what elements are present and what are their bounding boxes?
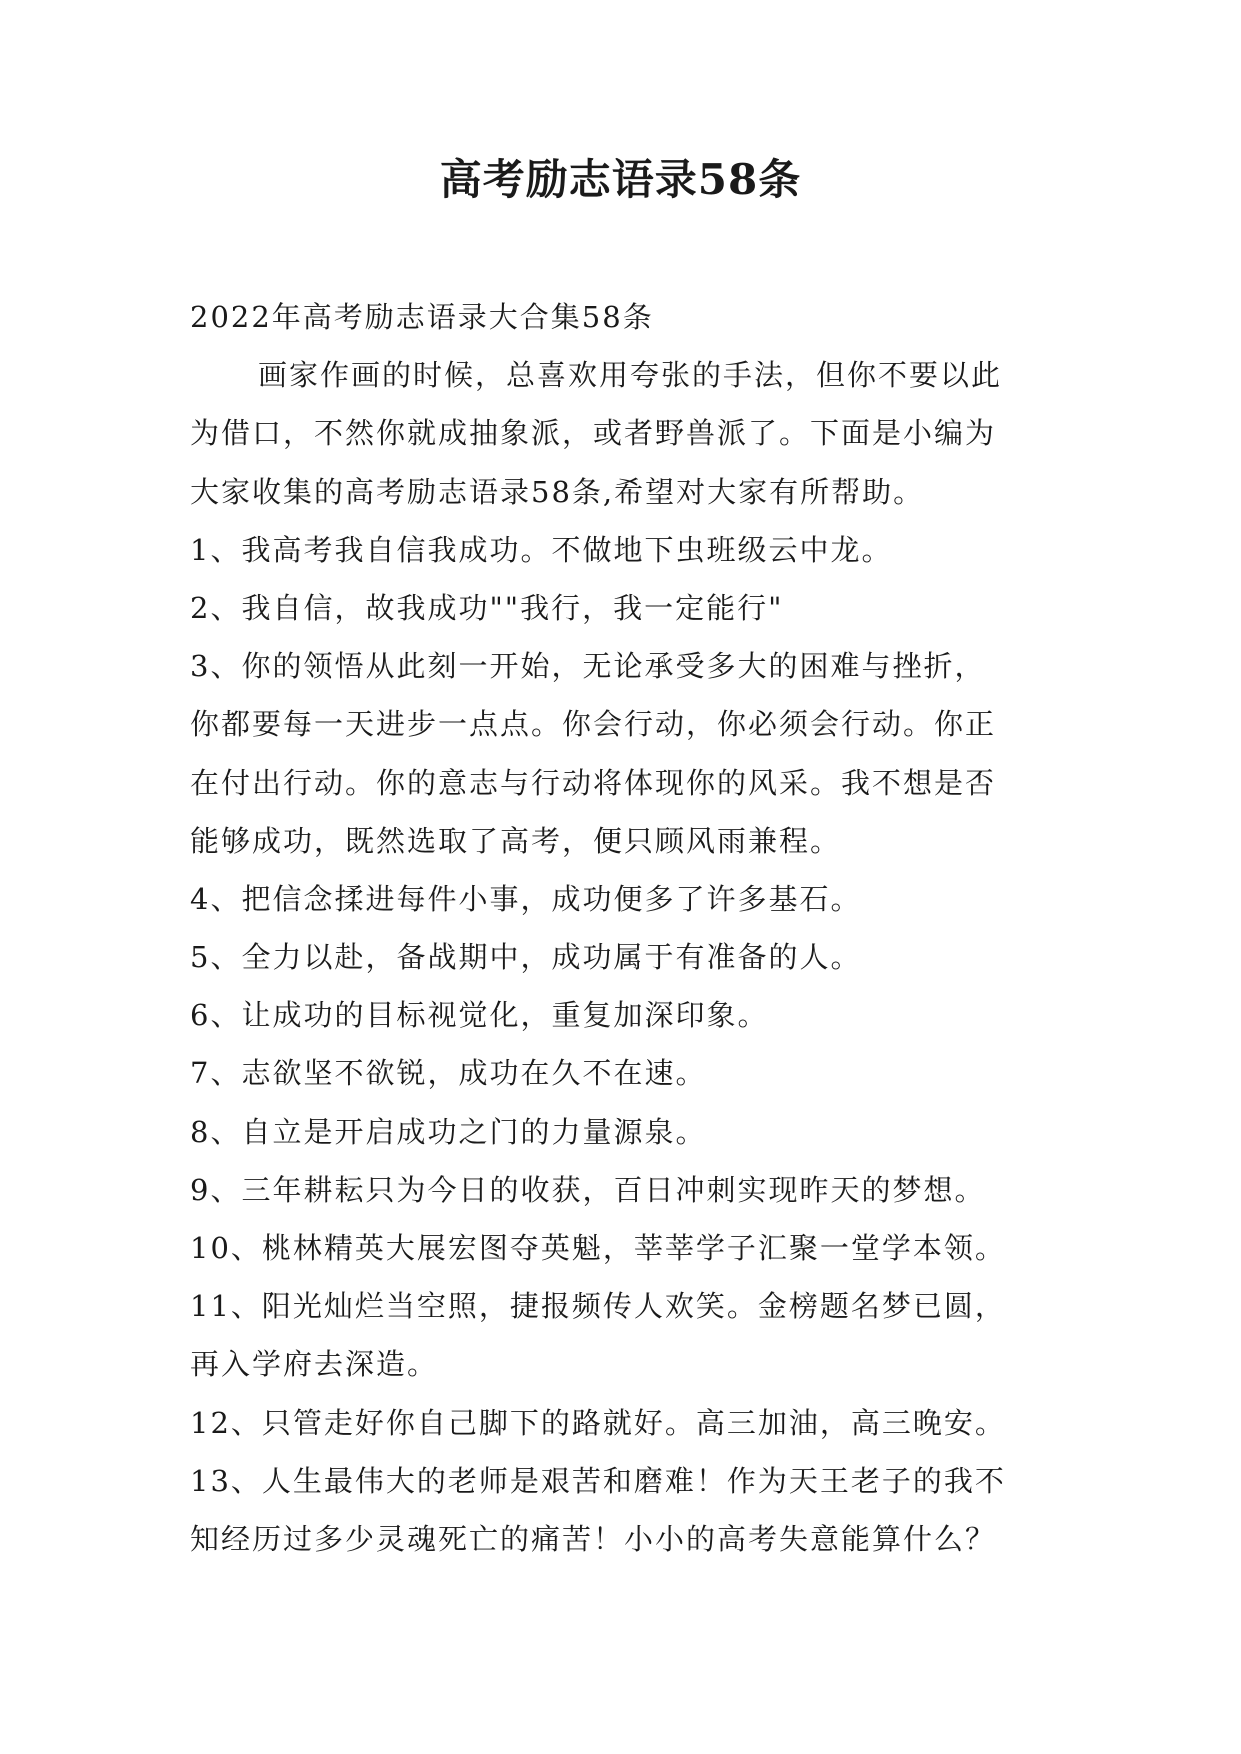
quote-line: 知经历过多少灵魂死亡的痛苦！小小的高考失意能算什么？ <box>190 1521 997 1556</box>
quote-line: 你都要每一天进步一点点。你会行动，你必须会行动。你正 <box>190 707 997 742</box>
quote-line: 5、全力以赴，备战期中，成功属于有准备的人。 <box>190 940 862 975</box>
quote-line: 7、志欲坚不欲锐，成功在久不在速。 <box>190 1056 707 1091</box>
quote-line: 11、阳光灿烂当空照，捷报频传人欢笑。金榜题名梦已圆， <box>190 1289 1006 1324</box>
quote-line: 9、三年耕耘只为今日的收获，百日冲刺实现昨天的梦想。 <box>190 1172 986 1207</box>
quote-line: 12、只管走好你自己脚下的路就好。高三加油，高三晚安。 <box>190 1405 1006 1440</box>
subtitle-line: 2022年高考励志语录大合集58条 <box>190 300 654 334</box>
intro-line: 为借口，不然你就成抽象派，或者野兽派了。下面是小编为 <box>190 416 997 451</box>
quote-line: 能够成功，既然选取了高考，便只顾风雨兼程。 <box>190 823 842 858</box>
document-body <box>190 288 1070 1568</box>
quote-line: 6、让成功的目标视觉化，重复加深印象。 <box>190 998 769 1033</box>
quote-line: 4、把信念揉进每件小事，成功便多了许多基石。 <box>190 881 862 916</box>
quote-line: 13、人生最伟大的老师是艰苦和磨难！作为天王老子的我不 <box>190 1463 1006 1498</box>
intro-line: 大家收集的高考励志语录58条,希望对大家有所帮助。 <box>190 474 925 509</box>
quote-line: 8、自立是开启成功之门的力量源泉。 <box>190 1114 707 1149</box>
page-title: 高考励志语录58条 <box>439 155 802 204</box>
quote-line: 10、桃林精英大展宏图夺英魁，莘莘学子汇聚一堂学本领。 <box>190 1231 1006 1265</box>
quote-line: 3、你的领悟从此刻一开始，无论承受多大的困难与挫折， <box>190 649 986 684</box>
intro-line: 画家作画的时候，总喜欢用夸张的手法，但你不要以此 <box>258 358 1003 393</box>
quote-line: 在付出行动。你的意志与行动将体现你的风采。我不想是否 <box>190 765 997 800</box>
quote-line: 2、我自信，故我成功""我行，我一定能行" <box>190 590 784 625</box>
quote-line: 1、我高考我自信我成功。不做地下虫班级云中龙。 <box>190 532 893 567</box>
quote-line: 再入学府去深造。 <box>190 1347 439 1382</box>
